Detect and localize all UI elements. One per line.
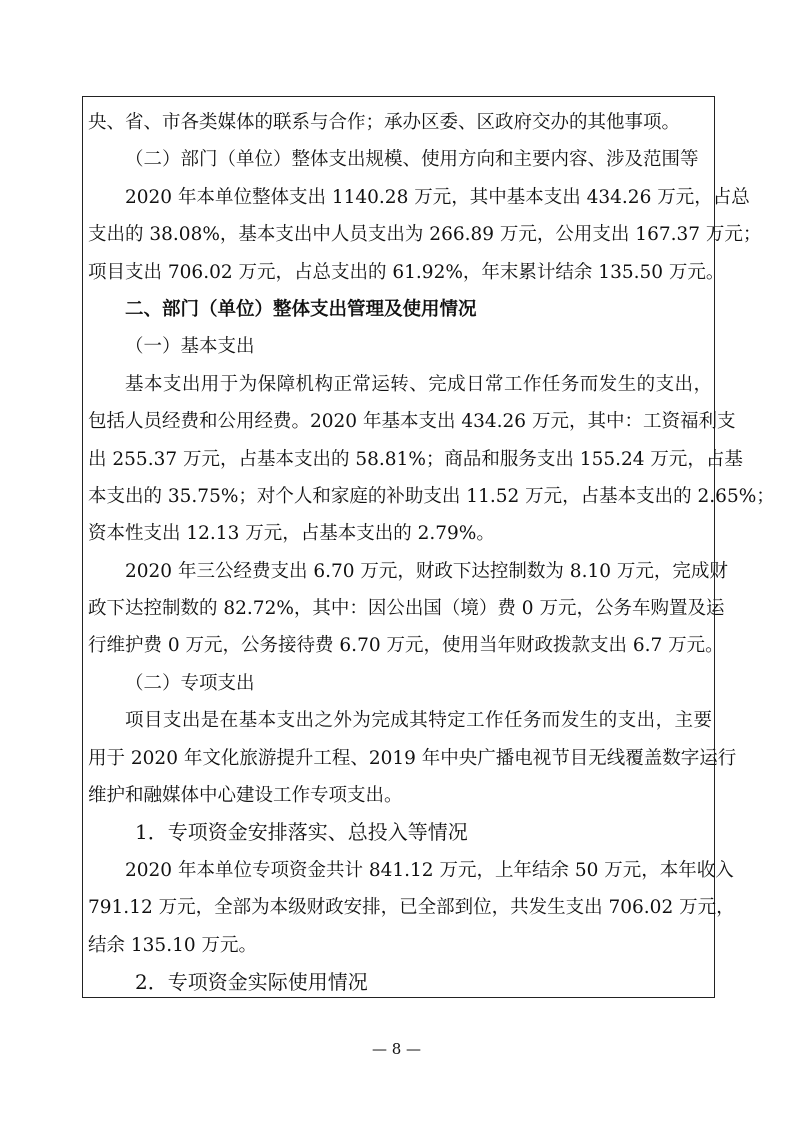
text-line: 结余 135.10 万元。: [88, 934, 257, 956]
text-line: 行维护费 0 万元，公务接待费 6.70 万元，使用当年财政拨款支出 6.7 万元。: [88, 635, 724, 657]
text-line: 央、省、市各类媒体的联系与合作；承办区委、区政府交办的其他事项。: [88, 112, 681, 133]
text-line: 维护和融媒体中心建设工作专项支出。: [88, 785, 403, 807]
text-line: 基本支出用于为保障机构正常运转、完成日常工作任务而发生的支出，: [125, 373, 712, 395]
text-line: 包括人员经费和公用经费。2020 年基本支出 434.26 万元，其中：工资福利支: [88, 411, 736, 433]
page-number: — 8 —: [371, 1040, 422, 1058]
text-line: 用于 2020 年文化旅游提升工程、2019 年中央广播电视节目无线覆盖数字运行: [88, 747, 737, 769]
subheading: （一）基本支出: [125, 336, 255, 358]
document-body: [88, 104, 775, 1001]
section-heading: 二、部门（单位）整体支出管理及使用情况: [125, 298, 477, 320]
text-line: 政下达控制数的 82.72%，其中：因公出国（境）费 0 万元，公务车购置及运: [88, 598, 725, 620]
text-line: 本支出的 35.75%；对个人和家庭的补助支出 11.52 万元，占基本支出的 2.65%；: [88, 485, 775, 507]
text-line: 支出的 38.08%，基本支出中人员支出为 266.89 万元，公用支出 167.37 万元；: [88, 224, 762, 246]
text-line: 791.12 万元，全部为本级财政安排，已全部到位，共发生支出 706.02 万元，: [88, 897, 735, 919]
text-line: 项目支出 706.02 万元，占总支出的 61.92%，年末累计结余 135.50 万元。: [88, 261, 725, 283]
subheading: （二）专项支出: [125, 672, 255, 694]
text-line: 2020 年本单位专项资金共计 841.12 万元，上年结余 50 万元，本年收入: [125, 859, 734, 881]
text-line: 2020 年三公经费支出 6.70 万元，财政下达控制数为 8.10 万元，完成财: [125, 560, 728, 582]
text-line: 出 255.37 万元，占基本支出的 58.81%；商品和服务支出 155.24 万元，占基: [88, 448, 743, 470]
numbered-heading: 1．专项资金安排落实、总投入等情况: [135, 820, 468, 845]
numbered-heading: 2．专项资金实际使用情况: [135, 969, 368, 994]
text-line: 资本性支出 12.13 万元，占基本支出的 2.79%。: [88, 523, 495, 545]
subheading: （二）部门（单位）整体支出规模、使用方向和主要内容、涉及范围等: [125, 149, 699, 171]
text-line: 项目支出是在基本支出之外为完成其特定工作任务而发生的支出，主要: [125, 710, 712, 732]
text-line: 2020 年本单位整体支出 1140.28 万元，其中基本支出 434.26 万元，占总: [125, 186, 750, 208]
